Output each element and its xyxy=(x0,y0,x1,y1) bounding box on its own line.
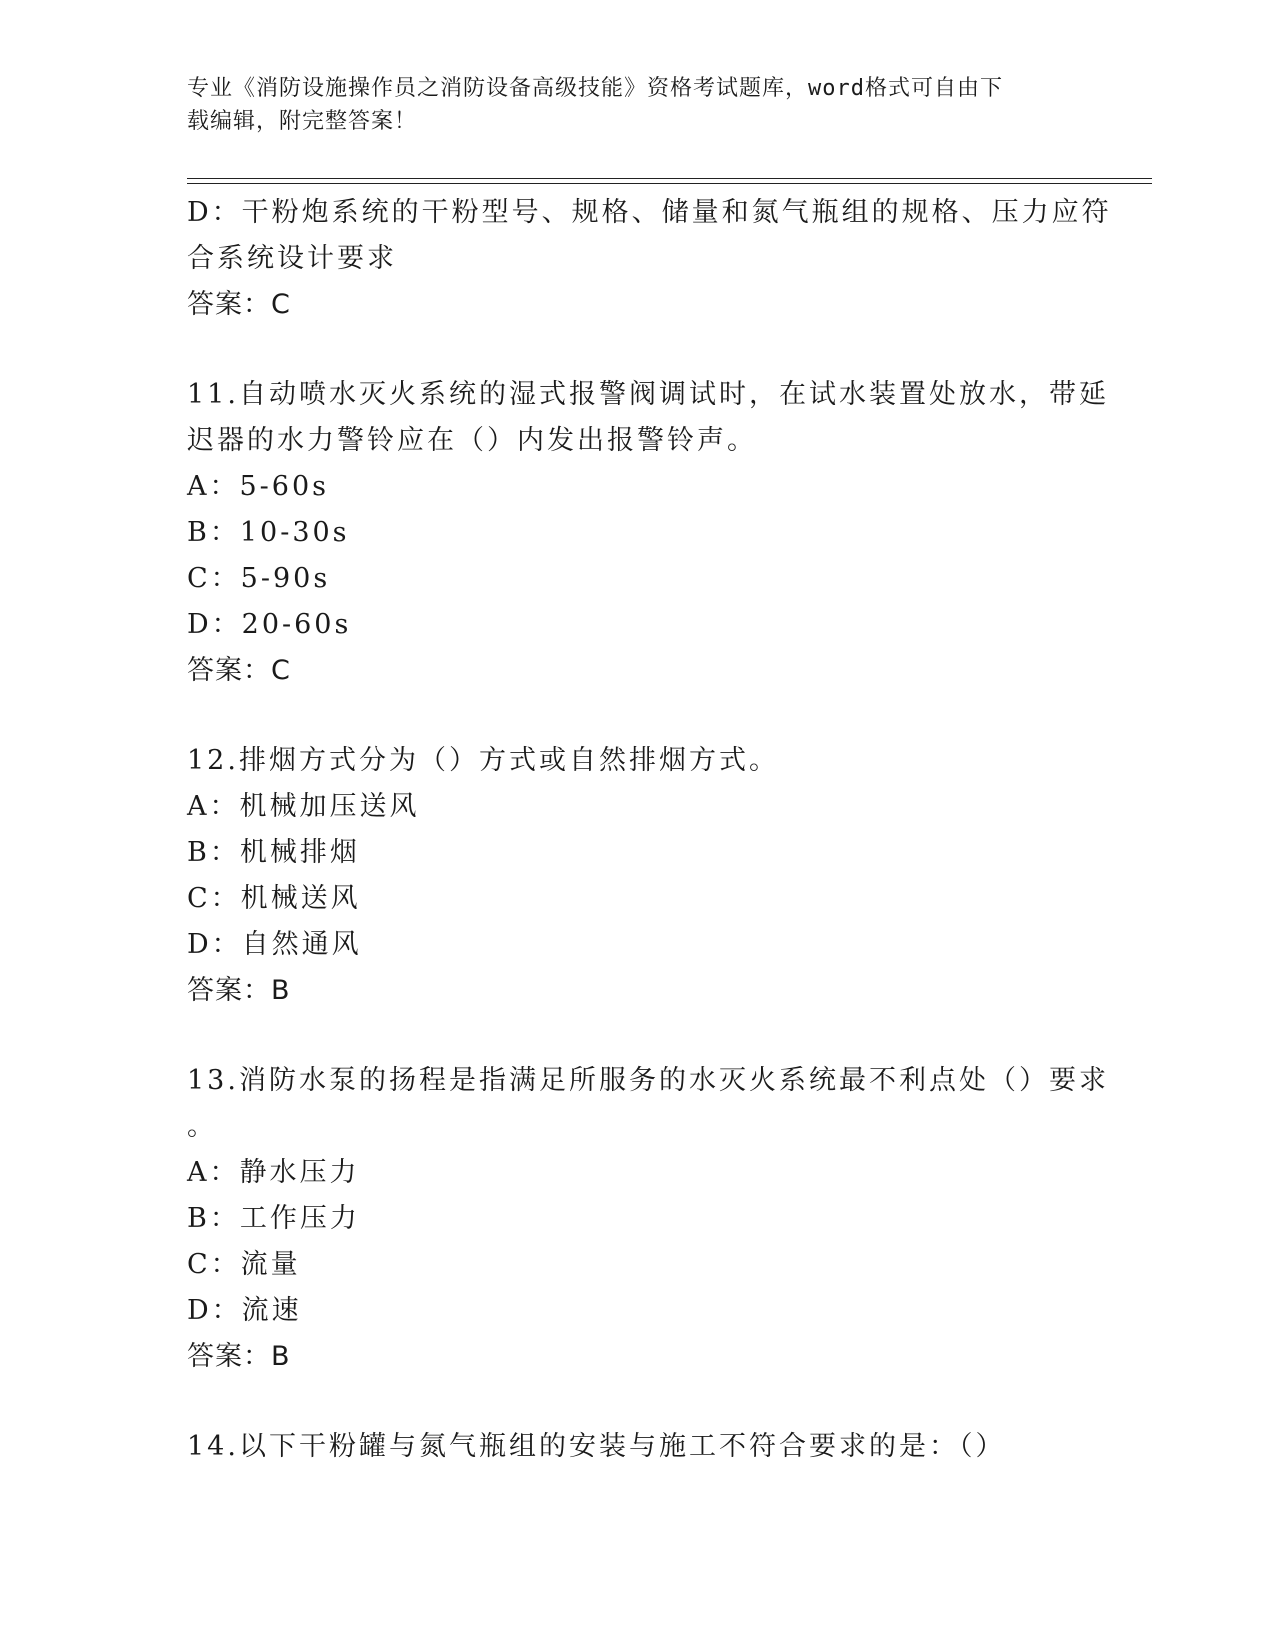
question-12 xyxy=(187,738,1077,1014)
option-d: D：干粉炮系统的干粉型号、规格、储量和氮气瓶组的规格、压力应符 xyxy=(187,197,1112,228)
spacer xyxy=(187,328,1077,372)
question-stem: 12.排烟方式分为（）方式或自然排烟方式。 xyxy=(187,745,779,776)
option-d: D：20-60s xyxy=(187,609,352,640)
option-d: D：流速 xyxy=(187,1295,302,1326)
option-d: D：自然通风 xyxy=(187,929,362,960)
answer-line: 答案：B xyxy=(187,975,291,1006)
option-a: A：5-60s xyxy=(187,471,330,502)
answer-line: 答案：C xyxy=(187,289,291,320)
spacer xyxy=(187,1380,1077,1424)
header-divider-bottom xyxy=(187,183,1152,184)
answer-line: 答案：C xyxy=(187,655,291,686)
question-13 xyxy=(187,1058,1109,1380)
option-c: C：机械送风 xyxy=(187,883,361,914)
question-content xyxy=(187,190,1112,1470)
question-11 xyxy=(187,372,1109,694)
question-stem: 11.自动喷水灭火系统的湿式报警阀调试时，在试水装置处放水，带延 xyxy=(187,379,1109,410)
header-divider-top xyxy=(187,178,1152,179)
question-stem: 13.消防水泵的扬程是指满足所服务的水灭火系统最不利点处（）要求 xyxy=(187,1065,1109,1096)
spacer xyxy=(187,1014,1077,1058)
answer-line: 答案：B xyxy=(187,1341,291,1372)
option-c: C：流量 xyxy=(187,1249,301,1280)
option-d-continued: 合系统设计要求 xyxy=(187,243,397,274)
option-b: B：工作压力 xyxy=(187,1203,360,1234)
header-line-2: 载编辑，附完整答案！ xyxy=(187,109,418,134)
question-stem: 14.以下干粉罐与氮气瓶组的安装与施工不符合要求的是：（） xyxy=(187,1431,1006,1462)
document-header xyxy=(187,72,1087,138)
question-14 xyxy=(187,1424,1077,1470)
previous-question-tail xyxy=(187,190,1112,328)
option-c: C：5-90s xyxy=(187,563,331,594)
question-stem-continued: 。 xyxy=(187,1111,217,1142)
option-b: B：10-30s xyxy=(187,517,350,548)
header-line-1: 专业《消防设施操作员之消防设备高级技能》资格考试题库，word格式可自由下 xyxy=(187,76,1003,101)
question-stem-continued: 迟器的水力警铃应在（）内发出报警铃声。 xyxy=(187,425,757,456)
option-a: A：机械加压送风 xyxy=(187,791,420,822)
spacer xyxy=(187,694,1077,738)
option-b: B：机械排烟 xyxy=(187,837,360,868)
option-a: A：静水压力 xyxy=(187,1157,360,1188)
